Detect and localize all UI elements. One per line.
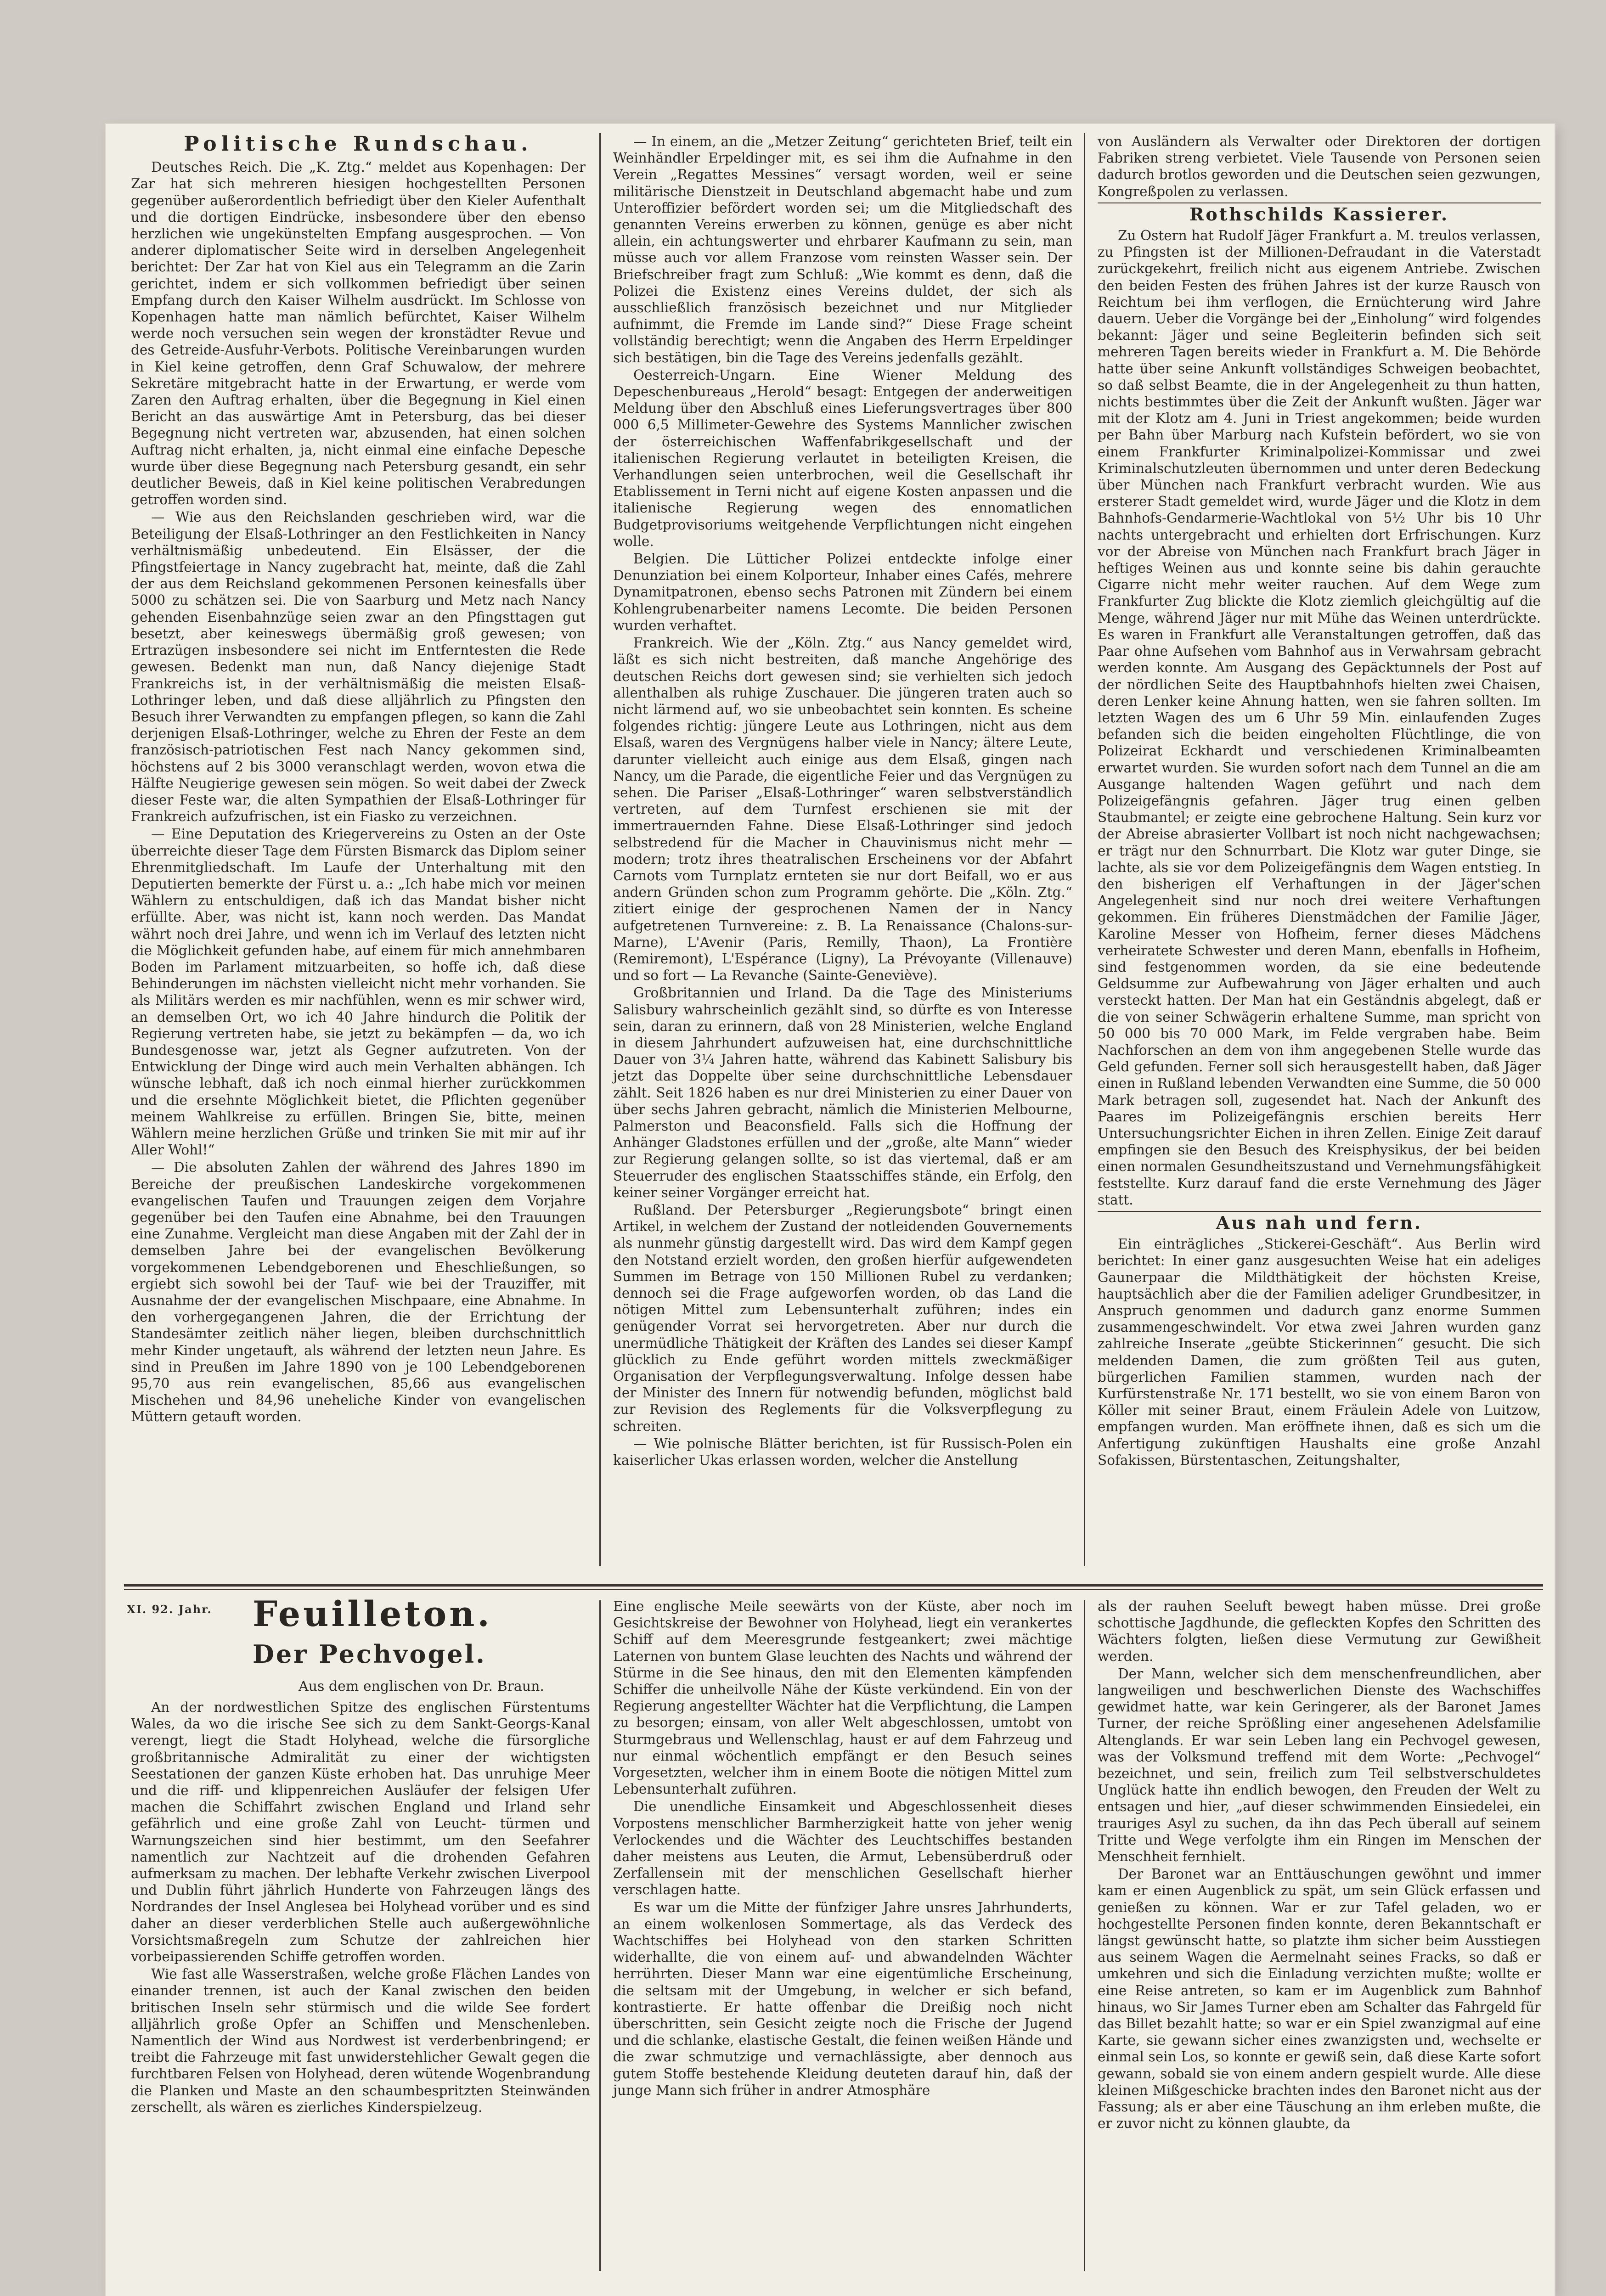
story-paragraph: Der Mann, welcher sich dem menschenfreundlichen, aber langweiligen und beschwerlichen Dienste des Wachschiffes gewidmet hatte, war kein Geringerer, als der Baronet James Turner, der reiche Sprößling einer angesehenen Adelsfamilie Altenglands. Er war sein Leben lang ein Pechvogel gewesen, was der Volksmund treffend mit dem Worte: „Pechvogel“ bezeichnet, und sein, freilich zum Teil selbstverschuldetes Unglück hatte ihn endlich bewogen, den Freuden der Welt zu entsagen und hier, „auf dieser schwimmenden Einsiedelei, ein trauriges Asyl zu suchen, da ihn das Pech überall auf seinem Tritte und Wege verfolgte ihm ein Ringen im Menschen der Menschheit fernhielt. (1098, 1666, 1541, 1865)
feuilleton-separator (124, 1584, 1543, 1587)
story-paragraph: als der rauhen Seeluft bewegt haben müsse. Drei große schottische Jagdhunde, die gefleckten Kopfes den Schritten des Wächters folgten, ließen diese Vermutung zur Gewißheit werden. (1098, 1598, 1541, 1664)
article-paragraph: — Die absoluten Zahlen der während des Jahres 1890 im Bereiche der preußischen Landeskirche vorgekommenen evangelischen Taufen und Trauungen zeigen dem Vorjahre gegenüber bei den Taufen eine Abnahme, bei den Trauungen eine Zunahme. Vergleicht man diese Angaben mit der Zahl der in demselben Jahre bei der evangelischen Bevölkerung vorgekommenen Lebendgeborenen und Eheschließungen, so ergiebt sich sowohl bei der Tauf- wie bei der Trauziffer, mit Ausnahme der der evangelischen Mischpaare, eine Abnahme. In den vorhergegangenen Jahren, die der Errichtung der Standesämter zeitlich näher liegen, bleiben durchschnittlich mehr Kinder ungetauft, als während der letzten neun Jahre. Es sind in Preußen im Jahre 1890 von je 100 Lebendgeborenen 95,70 aus rein evangelischen, 85,66 aus evangelischen Mischehen und 84,96 uneheliche Kinder von evangelischen Müttern getauft worden. (131, 1159, 586, 1425)
column-divider (599, 1600, 601, 2271)
article-paragraph: Rußland. Der Petersburger „Regierungsbote“ bringt einen Artikel, in welchem der Zustand der notleidenden Gouvernements als nunmehr günstig dargestellt wird. Das wird dem Kampf gegen den Notstand erzielt worden, den großen hierfür aufgewendeten Summen im Betrage von 150 Millionen Rubel zu verdanken; dennoch sei die Frage aufgeworfen worden, ob das Land die nötigen Mittel zum Lebensunterhalt zuführen; indes ein genügender Vorrat sei hervorgetreten. Aber nur durch die unermüdliche Thätigkeit der Kräften des Landes sei dieser Kampf glücklich zu Ende geführt worden mittels zweckmäßiger Organisation der Verpflegungsverwaltung. Infolge dessen habe der Minister des Innern für notwendig befunden, möglichst bald zur Revision des Reglements für die Volksverpflegung zu schreiten. (613, 1202, 1072, 1434)
article-paragraph: — Wie polnische Blätter berichten, ist für Russisch-Polen ein kaiserlicher Ukas erlassen worden, welcher die Anstellung (613, 1435, 1072, 1469)
feuilleton-column-1 (131, 1699, 590, 2116)
article-paragraph: Deutsches Reich. Die „K. Ztg.“ meldet aus Kopenhagen: Der Zar hat sich mehreren hiesigen hochgestellten Personen gegenüber außerordentlich befriedigt über den Kieler Aufenthalt und die dortigen Eindrücke, insbesondere über den ebenso herzlichen wie ungekünstelten Empfang ausgesprochen. — Von anderer diplomatischer Seite wird in derselben Angelegenheit berichtet: Der Zar hat von Kiel aus ein Telegramm an die Zarin gerichtet, indem er sich vollkommen befriedigt über seinen Empfang durch den Kaiser Wilhelm ausdrückt. Im Schlosse von Kopenhagen hatte man nämlich befürchtet, Kaiser Wilhelm werde noch versuchen sein wegen der kronstädter Revue und des Getreide-Ausfuhr-Verbots. Politische Vereinbarungen wurden in Kiel keine getroffen, denn Graf Schuwalow, der mehrere Sekretäre mitgebracht hatte in der Erwartung, er werde vom Zaren den Auftrag erhalten, über die Begegnung in Kiel einen Bericht an das auswärtige Amt in Petersburg, das bei dieser Begegnung nicht vertreten war, abzusenden, hat einen solchen Auftrag nicht erhalten, ja, nicht einmal eine einfache Depesche wurde über diese Begegnung nach Petersburg gesandt, ein sehr deutlicher Beweis, daß in Kiel keine politischen Verabredungen getroffen worden sind. (131, 159, 586, 508)
article-paragraph: von Ausländern als Verwalter oder Direktoren der dortigen Fabriken streng verbietet. Viele Tausende von Personen seien dadurch brotlos geworden und die Deutschen seien gezwungen, Kongreßpolen zu verlassen. (1098, 134, 1541, 199)
column-divider (1084, 133, 1085, 1566)
section-heading-aus-nah-und-fern: Aus nah und fern. (1216, 1212, 1423, 1233)
story-paragraph: Wie fast alle Wasserstraßen, welche große Flächen Landes von einander trennen, ist auch der Kanal zwischen den beiden britischen Inseln sehr stürmisch und die wilde See fordert alljährlich große Opfer an Schiffen und Menschenleben. Namentlich der Wind aus Nordwest ist verderbenbringend; er treibt die Fahrzeuge mit fast unwiderstehlicher Gewalt gegen die furchtbaren Felsen von Holyhead, deren wütende Wogenbrandung die Planken und Maste an den schaumbespritzten Steinwänden zerschellt, als wären es zierliches Kinderspielzeug. (131, 1966, 590, 2115)
article-paragraph: Belgien. Die Lütticher Polizei entdeckte infolge einer Denunziation bei einem Kolporteur, Inhaber eines Cafés, mehrere Dynamitpatronen, ebenso sechs Patronen mit Zündern bei einem Kohlengrubenarbeiter namens Lecomte. Die beiden Personen wurden verhaftet. (613, 551, 1072, 633)
politics-column-1 (131, 133, 586, 1426)
section-heading-politische-rundschau: Politische Rundschau. (184, 132, 533, 156)
section-heading-rothschilds-kassierer: Rothschilds Kassierer. (1189, 203, 1449, 225)
story-paragraph: Die unendliche Einsamkeit und Abgeschlossenheit dieses Vorpostens menschlicher Barmherzigkeit hatte von jeher wenig Verlockendes und die Wächter des Leuchtschiffes bestanden daher meistens aus Leuten, die Armut, Lebensüberdruß oder Zerfallensein mit der menschlichen Gesellschaft hierher verschlagen hatte. (613, 1799, 1072, 1898)
feuilleton-title: Feuilleton. (253, 1593, 492, 1634)
column-divider (1084, 1600, 1085, 2271)
story-paragraph: Es war um die Mitte der fünfziger Jahre unsres Jahrhunderts, an einem wolkenlosen Sommertage, als das Verdeck des Wachtschiffes bei Holyhead von den starken Schritten widerhallte, die von einem auf- und abwandelnden Wächter herrührten. Dieser Mann war eine eigentümliche Erscheinung, die seltsam mit der Umgebung, in welcher er sich befand, kontrastierte. Er hatte offenbar die Dreißig noch nicht überschritten, sein Gesicht zeigte noch die Frische der Jugend und die schlanke, elastische Gestalt, die feinen weißen Hände und die zwar schmutzige und vernachlässigte, aber dennoch aus gutem Stoffe bestehende Kleidung deuteten darauf hin, daß der junge Mann sich früher in andrer Atmosphäre (613, 1899, 1072, 2098)
politics-column-3 (1098, 133, 1541, 1469)
article-paragraph: Großbritannien und Irland. Da die Tage des Ministeriums Salisbury wahrscheinlich gezählt sind, so dürfte es von Interesse sein, daran zu erinnern, daß von 28 Ministerien, welche England in diesem Jahrhundert aufzuweisen hat, eine durchschnittliche Dauer von 3¼ Jahren hatte, während das Kabinett Salisbury bis jetzt das Doppelte über seine durchschnittliche Lebensdauer zählt. Seit 1826 haben es nur drei Ministerien zu einer Dauer von über sechs Jahren gebracht, nämlich die Ministerien Melbourne, Palmerston und Beaconsfield. Falls sich die Hoffnung der Anhänger Gladstones erfüllen und der „große, alte Mann“ wieder zur Regierung gelangen sollte, so ist das viertemal, daß er am Steuerruder des englischen Staatsschiffes stände, ein Erfolg, den keiner seiner Vorgänger erreicht hat. (613, 985, 1072, 1200)
section-rule (1098, 1211, 1541, 1212)
column-divider (599, 133, 601, 1566)
issue-mark: XI. 92. Jahr. (127, 1603, 212, 1616)
feuilleton-column-3 (1098, 1598, 1541, 2133)
article-paragraph: Frankreich. Wie der „Köln. Ztg.“ aus Nancy gemeldet wird, läßt es sich nicht bestreiten, daß manche Angehörige des deutschen Reichs dort gewesen sind; sie verhielten sich jedoch allenthalben als ruhige Zuschauer. Die jüngeren traten auch so nicht lärmend auf, wo sie unbeobachtet sein konnten. Es scheine folgendes richtig: jüngere Leute aus Lothringen, nicht aus dem Elsaß, waren des Vergnügens halber viele in Nancy; ältere Leute, darunter vielleicht auch einige aus dem Elsaß, gingen nach Nancy, um die Parade, die eigentliche Feier und das Vergnügen zu sehen. Die Pariser „Elsaß-Lothringer“ waren selbstverständlich vertreten, auf dem Turnfest erschienen sie mit der immertrauernden Fahne. Diese Elsaß-Lothringer sind jedoch selbstredend für die Macher in Chauvinismus nicht mehr — modern; trotz ihres theatralischen Erscheinens vor der Abfahrt Carnots vom Turnplatz ernteten sie nur dort Beifall, wo er aus andern Gründen schon zum Programm gehörte. Die „Köln. Ztg.“ zitiert einige der gesprochenen Namen der in Nancy aufgetretenen Turnvereine: z. B. La Renaissance (Chalons-sur-Marne), L'Avenir (Paris, Remilly, Thaon), La Frontière (Remiremont), L'Espérance (Ligny), La Prévoyante (Villenauve) und so fort — La Revanche (Sainte-Geneviève). (613, 635, 1072, 984)
story-paragraph: Der Baronet war an Enttäuschungen gewöhnt und immer kam er einen Augenblick zu spät, um sein Glück erfassen und genießen zu können. War er zur Tafel geladen, wo er hochgestellte Personen finden konnte, deren Bekanntschaft er längst gewünscht hatte, so platzte ihm sicher beim Ausstiegen aus seinem Wagen die Aermelnaht seines Fracks, so daß er umkehren und sich die Einladung verzichten mußte; wollte er eine Reise antreten, so kam er im Augenblick zum Bahnhof hinaus, wo Sir James Turner eben am Schalter das Fahrgeld für das Billet bezahlt hatte; so war er ein Spiel zwanzigmal auf eine Karte, sie gewann sicher eines zwanzigsten und, wechselte er einmal sein Los, so konnte er gewiß sein, daß diese Karte sofort gewann, sobald sie von einem andern gespielt wurde. Alle diese kleinen Mißgeschicke brachten indes den Baronet nicht aus der Fassung; als er aber eine Täuschung an ihm erleben mußte, die er zuvor nicht zu können glaubte, da (1098, 1866, 1541, 2132)
article-paragraph: — In einem, an die „Metzer Zeitung“ gerichteten Brief, teilt ein Weinhändler Erpeldinger mit, es sei ihm die Aufnahme in den Verein „Regattes Messines“ versagt worden, weil er seine militärische Dienstzeit in Deutschland abgemacht habe und zum Unteroffizier befördert worden sei; um die Mitgliedschaft des genannten Vereins erwerben zu können, genüge es aber nicht allein, ein achtungswerter und ehrbarer Kaufmann zu sein, man müsse auch vor allem Franzose vom reinsten Wasser sein. Der Briefschreiber fragt zum Schluß: „Wie kommt es denn, daß die Polizei die Existenz eines Vereins duldet, der sich als ausschließlich französisch bezeichnet und nur Mitglieder aufnimmt, die Fremde im Lande sind?“ Diese Frage scheint vollständig berechtigt; wenn die Angaben des Herrn Erpeldinger sich bestätigen, bin die Tage des Vereins jedenfalls gezählt. (613, 134, 1072, 366)
story-paragraph: An der nordwestlichen Spitze des englischen Fürstentums Wales, da wo die irische See sich zu dem Sankt-Georgs-Kanal verengt, liegt die Stadt Holyhead, welche die fürsorgliche großbritannische Admiralität zu einer der wichtigsten Seestationen der ganzen Küste erhoben hat. Das unruhige Meer und die riff- und klippenreichen Ausläufer der felsigen Ufer machen die Schiffahrt zwischen England und Irland sehr gefährlich und eine große Zahl von Leucht- türmen und Warnungszeichen sind hier bestimmt, um den Seefahrer namentlich zur Nachtzeit auf die drohenden Gefahren aufmerksam zu machen. Der lebhafte Verkehr zwischen Liverpool und Dublin führt jährlich Hunderte von Fahrzeugen längs des Nordrandes der Insel Anglesea bei Holyhead vorüber und es sind daher an dieser verderblichen Stelle auch außergewöhnliche Vorsichtsmaßregeln zum Schutze der zahlreichen hier vorbeipassierenden Schiffe getroffen worden. (131, 1699, 590, 1965)
article-paragraph: — Wie aus den Reichslanden geschrieben wird, war die Beteiligung der Elsaß-Lothringer an den Festlichkeiten in Nancy verhältnismäßig unbedeutend. Ein Elsässer, der die Pfingstfeiertage in Nancy zugebracht hat, meinte, daß die Zahl der aus dem Reichsland gekommenen Personen keinesfalls über 5000 zu schätzen sei. Die von Saarburg und Metz nach Nancy gehenden Eisenbahnzüge seien zwar an den Pfingsttagen gut besetzt, aber keineswegs übermäßig groß gewesen; von Ertrazügen insbesondere sei nicht im Entferntesten die Rede gewesen. Bedenkt man nun, daß Nancy diejenige Stadt Frankreichs ist, in der verhältnismäßig die meisten Elsaß-Lothringer leben, und daß diese alljährlich zu Pfingsten den Besuch ihrer Verwandten zu empfangen pflegen, so kann die Zahl derjenigen Elsaß-Lothringer, welche zu Ehren der Feste an dem französisch-patriotischen Fest nach Nancy gekommen sind, höchstens auf 2 bis 3000 veranschlagt werden, wovon etwa die Hälfte Neugierige gewesen sein mögen. So weit dabei der Zweck dieser Feste war, die alten Sympathien der Elsaß-Lothringer für Frankreich aufzufrischen, ist ein Fiasko zu verzeichnen. (131, 509, 586, 825)
article-paragraph: Oesterreich-Ungarn. Eine Wiener Meldung des Depeschenbureaus „Herold“ besagt: Entgegen der anderweitigen Meldung über den Abschluß eines Lieferungsvertrages über 800 000 6,5 Millimeter-Gewehre des Systems Mannlicher zwischen der österreichischen Waffenfabrikgesellschaft und der italienischen Regierung verlautet in beteiligten Kreisen, die Verhandlungen seien unterbrochen, weil die Gesellschaft ihr Etablissement in Terni nicht auf eigene Kosten anpassen und die italienische Regierung wegen des ennomatlichen Budgetprovisoriums weitgehende Verpflichtungen nicht eingehen wolle. (613, 367, 1072, 549)
article-paragraph: — Eine Deputation des Kriegervereins zu Osten an der Oste überreichte dieser Tage dem Fürsten Bismarck das Diplom seiner Ehrenmitgliedschaft. Im Laufe der Unterhaltung mit den Deputierten bemerkte der Fürst u. a.: „Ich habe mich vor meinen Wählern zu entschuldigen, daß ich das Mandat bisher nicht erfüllte. Aber, was nicht ist, kann noch werden. Das Mandat währt noch drei Jahre, und wenn ich im Verlauf des letzten nicht die Möglichkeit gefunden habe, auf einem für mich annehmbaren Boden im Parlament mitzuarbeiten, so hoffe ich, daß diese Behinderungen im nächsten vielleicht nicht mehr vorhanden. Sie als Militärs werden es mir nachfühlen, wenn es mir schwer wird, an demselben Ort, wo ich 40 Jahre hindurch die Politik der Regierung vertreten habe, sie jetzt zu bekämpfen — da, wo ich Bundesgenosse war, jetzt als Gegner aufzutreten. Von der Entwicklung der Dinge wird auch mein Verhalten abhängen. Ich wünsche lebhaft, daß ich noch einmal hierher zurückkommen und die ersehnte Möglichkeit bietet, die Pflichten gegenüber meinem Wahlkreise zu erfüllen. Bringen Sie, bitte, meinen Wählern meine herzlichen Grüße und trinken Sie mit mir auf ihr Aller Wohl!“ (131, 826, 586, 1158)
article-paragraph: Zu Ostern hat Rudolf Jäger Frankfurt a. M. treulos verlassen, zu Pfingsten ist der Millionen-Defraudant in die Vaterstadt zurückgekehrt, freilich nicht aus eigenem Antriebe. Zwischen den beiden Festen des frühen Jahres ist der kurze Rausch von Reichtum bei ihm verflogen, die Ernüchterung wird Jahre dauern. Ueber die Vorgänge bei der „Einholung“ wird folgendes bekannt: Jäger und seine Begleiterin befinden sich seit mehreren Tagen bereits wieder in Frankfurt a. M. Die Behörde hatte über seine Ankunft vollständiges Schweigen beobachtet, so daß selbst Beamte, die in der Angelegenheit zu thun hatten, nichts bestimmtes über die Zeit der Ankunft wußten. Jäger war mit der Klotz am 4. Juni in Triest angekommen; beide wurden per Bahn über Marburg nach Kufstein befördert, wo sie von einem Frankfurter Kriminalpolizei-Kommissar und zwei Kriminalschutzleuten übernommen und unter deren Bedeckung über München nach Frankfurt verbracht wurden. Wie aus ersterer Stadt gemeldet wird, wurde Jäger und die Klotz in dem Bahnhofs-Gendarmerie-Wachtlokal von 5½ Uhr bis 10 Uhr nachts untergebracht und erhielten dort Erfrischungen. Kurz vor der Abreise von München nach Frankfurt brach Jäger in heftiges Weinen aus und konnte seine bis dahin gerauchte Cigarre nicht mehr weiter rauchen. Auf dem Wege zum Frankfurter Zug blickte die Klotz ziemlich gleichgültig auf die Menge, während Jäger nur mit Mühe das Weinen unterdrückte. Es waren in Frankfurt alle Veranstaltungen getroffen, daß das Paar ohne Aufsehen vom Bahnhof aus in Verwahrsam gebracht werden konnte. Am Ausgang des Gepäcktunnels der Post auf der nördlichen Seite des Hauptbahnhofs hielten zwei Chaisen, deren Lenker keine Ahnung hatten, wen sie fahren sollten. Im letzten Wagen des um 6 Uhr 59 Min. einlaufenden Zuges befanden sich die beiden eingeholten Flüchtlinge, die von Polizeirat Eckhardt und verschiedenen Kriminalbeamten erwartet wurden. Sie wurden sofort nach dem Tunnel an die am Ausgange haltenden Wagen geführt und nach dem Polizeigefängnis gefahren. Jäger trug einen gelben Staubmantel; er zeigte eine gebrochene Haltung. Sein kurz vor der Abreise abrasierter Vollbart ist noch nicht nachgewachsen; er trägt nur den Schnurrbart. Die Klotz war guter Dinge, sie lachte, als sie vor dem Polizeigefängnis dem Wagen entstieg. In den bisherigen elf Verhaftungen in der Jäger'schen Angelegenheit sind nur noch drei weitere Verhaftungen gekommen. Ein früheres Dienstmädchen der Familie Jäger, Karoline Messer von Hofheim, ferner dieses Mädchens verheiratete Schwester und deren Mann, ebenfalls in Hofheim, sind festgenommen worden, da sie eine bedeutende Geldsumme zur Aufbewahrung von Jäger erhalten und auch versteckt hatten. Der Man hat ein Geständnis abgelegt, daß er die von seiner Schwägerin erhaltene Summe, man spricht von 50 000 bis 70 000 Mark, im Felde vergraben habe. Beim Nachforschen an dem von ihm angegebenen Stelle wurde das Geld gefunden. Ferner soll sich herausgestellt haben, daß Jäger einen in Rußland lebenden Verwandten eine Summe, die 50 000 Mark betragen soll, zugesendet hat. Nach der Ankunft des Paares im Polizeigefängnis erschien bereits Herr Untersuchungsrichter Eichen in ihren Zellen. Einige Zeit darauf empfingen sie den Besuch des Kreisphysikus, der bei beiden einen normalen Gesundheitszustand und Vernehmungsfähigkeit feststellte. Kurz darauf fand die erste Vernehmung des Jäger statt. (1098, 228, 1541, 1208)
politics-column-2 (613, 133, 1072, 1469)
story-author: Aus dem englischen von Dr. Braun. (299, 1678, 544, 1694)
feuilleton-separator-thin (124, 1589, 1543, 1590)
article-paragraph: Ein einträgliches „Stickerei-Geschäft“. Aus Berlin wird berichtet: In einer ganz ausgesuchten Weise hat ein adeliges Gaunerpaar die Mildthätigkeit der höchsten Kreise, hauptsächlich aber die der Familien adeliger Grundbesitzer, in Anspruch genommen und dadurch ganz enorme Summen zusammengeschwindelt. Vor etwa zwei Jahren wurden ganz zahlreiche Inserate „geübte Stickerinnen“ gesucht. Die sich meldenden Damen, die zum größten Teil aus guten, bürgerlichen Familien stammen, wurden nach der Kurfürstenstraße Nr. 171 bestellt, wo sie von einem Baron von Köller mit seiner Braut, einem Fräulein Adele von Luitzow, empfangen wurden. Man eröffnete ihnen, daß es sich um die Anfertigung zukünftigen Haushalts eine große Anzahl Sofakissen, Bürstentaschen, Zeitungshalter, (1098, 1236, 1541, 1468)
newspaper-page (106, 124, 1555, 2296)
story-paragraph: Eine englische Meile seewärts von der Küste, aber noch im Gesichtskreise der Bewohner von Holyhead, liegt ein verankertes Schiff auf dem Meeresgrunde festgeankert; zwei mächtige Laternen von buntem Glase leuchten des Nachts und während der Stürme in die See hinaus, den mit den Elementen kämpfenden Schiffer die unheilvolle Nähe der Küste verkündend. Ein von der Regierung angestellter Wächter hat die Verpflichtung, die Lampen zu besorgen; einsam, von aller Welt abgeschlossen, umtobt von Sturmgebraus und Wellenschlag, haust er auf dem Fahrzeug und nur einmal wöchentlich empfängt er den Besuch seines Vorgesetzten, welcher ihm in einem Boote die nötigen Mittel zum Lebensunterhalt zuführen. (613, 1598, 1072, 1797)
feuilleton-column-2 (613, 1598, 1072, 2099)
story-title: Der Pechvogel. (253, 1639, 486, 1669)
